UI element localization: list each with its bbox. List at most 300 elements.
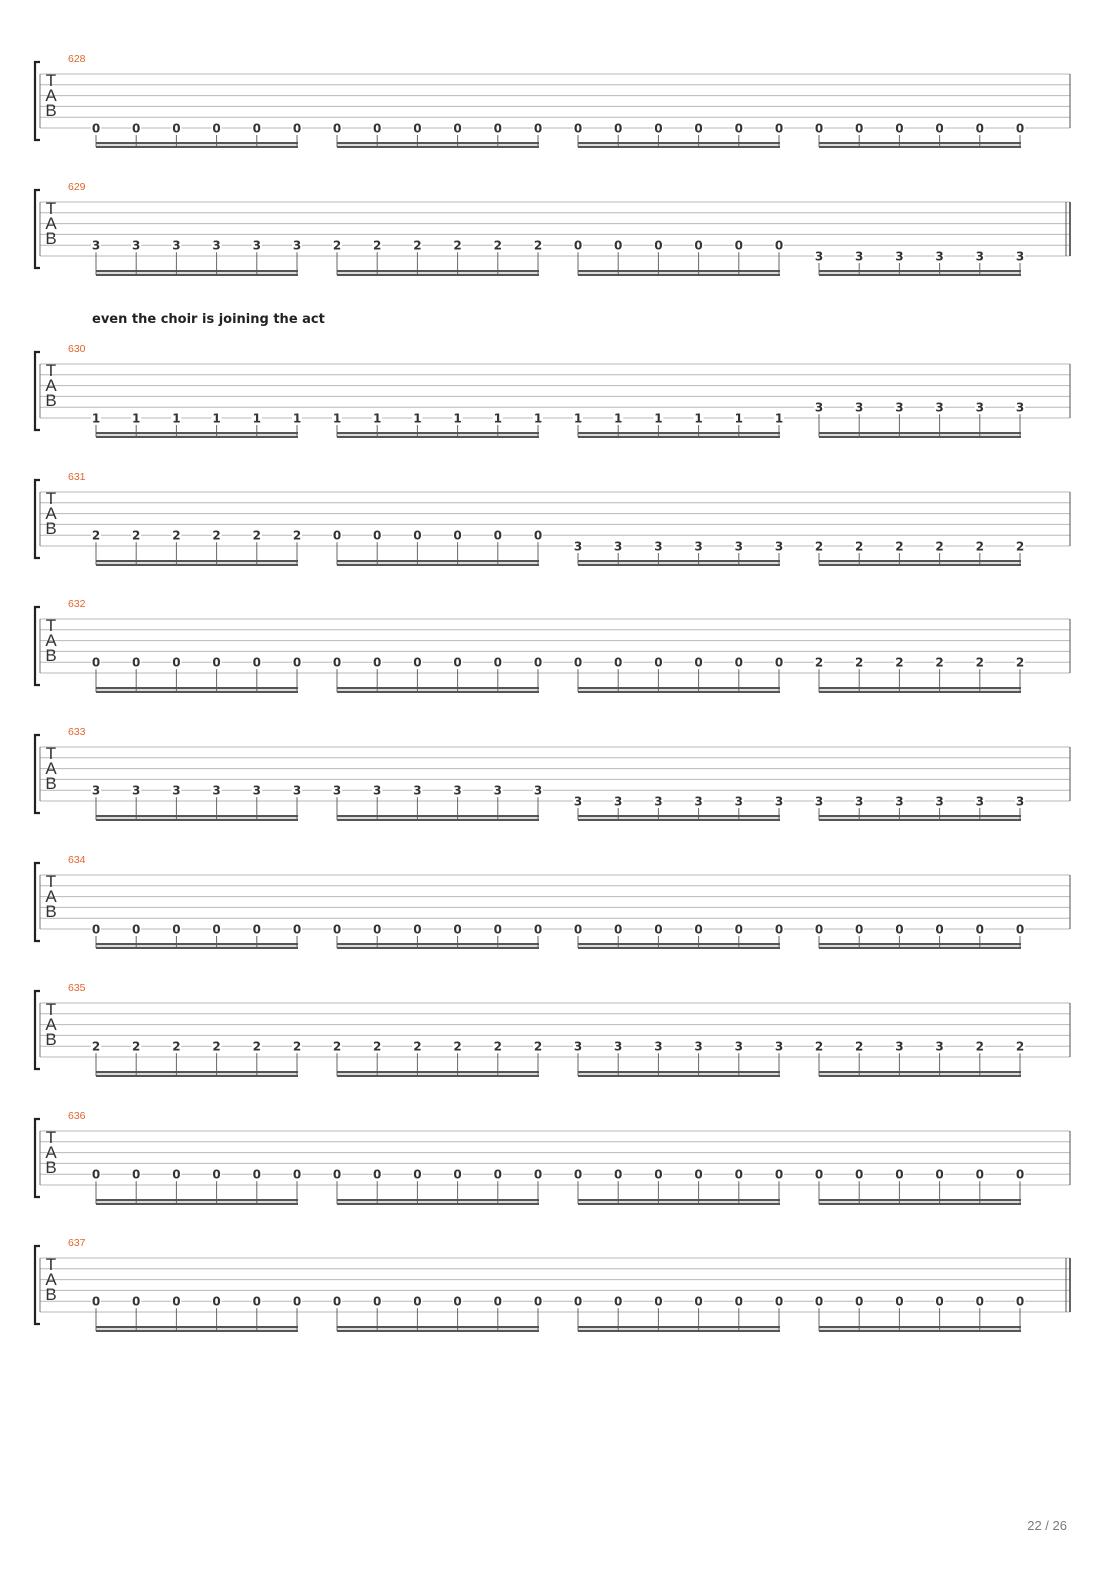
- fret-number: 2: [453, 238, 462, 253]
- fret-number: 0: [935, 1294, 944, 1309]
- fret-number: 0: [774, 655, 784, 670]
- fret-number: 0: [573, 922, 583, 937]
- tab-clef-letter: T: [45, 1255, 57, 1274]
- fret-number: 3: [172, 783, 181, 798]
- fret-number: 3: [212, 238, 221, 253]
- beam-secondary: [819, 691, 1021, 693]
- fret-number: 3: [413, 783, 422, 798]
- fret-number: 1: [453, 411, 462, 426]
- beam-primary: [819, 142, 1021, 144]
- fret-number: 0: [172, 121, 181, 136]
- fret-number: 2: [855, 1039, 864, 1054]
- beam-secondary: [337, 1075, 539, 1077]
- fret-number: 2: [1015, 655, 1025, 670]
- fret-number: 3: [814, 794, 824, 809]
- beam-primary: [337, 815, 539, 817]
- fret-number: 3: [373, 783, 382, 798]
- beam-secondary: [337, 274, 539, 276]
- fret-number: 0: [734, 655, 743, 670]
- fret-number: 0: [975, 121, 984, 136]
- beam-secondary: [819, 1330, 1021, 1332]
- fret-number: 3: [172, 238, 181, 253]
- fret-number: 3: [935, 1039, 944, 1054]
- fret-number: 0: [895, 121, 904, 136]
- fret-number: 0: [91, 655, 101, 670]
- tab-system: [35, 471, 1070, 566]
- fret-number: 0: [453, 1294, 462, 1309]
- fret-number: 3: [734, 794, 743, 809]
- fret-number: 3: [132, 238, 141, 253]
- fret-number: 3: [132, 783, 141, 798]
- fret-number: 3: [493, 783, 502, 798]
- fret-number: 0: [694, 121, 703, 136]
- measure-number: 633: [68, 726, 86, 738]
- measure-number: 628: [68, 53, 86, 65]
- fret-number: 1: [493, 411, 502, 426]
- fret-number: 0: [533, 528, 543, 543]
- fret-number: 3: [332, 783, 342, 798]
- fret-number: 0: [855, 1167, 864, 1182]
- fret-number: 0: [1015, 1294, 1025, 1309]
- tab-system: [35, 982, 1070, 1077]
- fret-number: 3: [975, 400, 984, 415]
- fret-number: 1: [332, 411, 342, 426]
- fret-number: 0: [573, 655, 583, 670]
- fret-number: 0: [654, 1167, 663, 1182]
- fret-number: 3: [774, 794, 784, 809]
- fret-number: 0: [413, 655, 422, 670]
- fret-number: 3: [935, 249, 944, 264]
- fret-number: 0: [212, 1294, 221, 1309]
- system-bracket: [35, 1246, 40, 1324]
- beam-primary: [819, 560, 1021, 562]
- fret-number: 3: [694, 794, 703, 809]
- fret-number: 2: [332, 238, 342, 253]
- fret-number: 2: [252, 1039, 261, 1054]
- fret-number: 0: [252, 121, 261, 136]
- beam-secondary: [337, 564, 539, 566]
- tab-clef-letter: B: [45, 229, 57, 248]
- fret-number: 0: [573, 238, 583, 253]
- fret-number: 1: [654, 411, 663, 426]
- beam-secondary: [337, 1330, 539, 1332]
- fret-number: 0: [774, 922, 784, 937]
- fret-number: 3: [855, 400, 864, 415]
- fret-number: 0: [172, 1294, 181, 1309]
- fret-number: 0: [292, 1294, 302, 1309]
- fret-number: 0: [413, 922, 422, 937]
- fret-number: 3: [614, 794, 623, 809]
- fret-number: 0: [774, 238, 784, 253]
- beam-primary: [96, 432, 298, 434]
- fret-number: 0: [533, 121, 543, 136]
- beam-primary: [578, 1071, 780, 1073]
- beam-secondary: [578, 146, 780, 148]
- beam-primary: [578, 270, 780, 272]
- fret-number: 3: [91, 783, 101, 798]
- fret-number: 2: [493, 1039, 502, 1054]
- fret-number: 3: [573, 539, 583, 554]
- beam-primary: [96, 815, 298, 817]
- fret-number: 1: [91, 411, 101, 426]
- fret-number: 3: [895, 400, 904, 415]
- fret-number: 0: [614, 655, 623, 670]
- fret-number: 2: [814, 655, 824, 670]
- beam-secondary: [337, 691, 539, 693]
- fret-number: 0: [1015, 1167, 1025, 1182]
- fret-number: 0: [252, 922, 261, 937]
- beam-secondary: [819, 564, 1021, 566]
- fret-number: 0: [573, 121, 583, 136]
- beam-secondary: [337, 1203, 539, 1205]
- fret-number: 0: [373, 528, 382, 543]
- system-bracket: [35, 607, 40, 685]
- fret-number: 0: [734, 1167, 743, 1182]
- beam-secondary: [578, 947, 780, 949]
- tab-clef-letter: B: [45, 1030, 57, 1049]
- tab-clef-letter: B: [45, 1285, 57, 1304]
- measure-number: 635: [68, 982, 86, 994]
- tab-clef-letter: T: [45, 361, 57, 380]
- fret-number: 3: [252, 238, 261, 253]
- tab-clef-letter: B: [45, 902, 57, 921]
- beam-secondary: [578, 691, 780, 693]
- fret-number: 3: [533, 783, 543, 798]
- page-number: 22 / 26: [1027, 1518, 1067, 1533]
- fret-number: 3: [292, 238, 302, 253]
- fret-number: 0: [614, 1167, 623, 1182]
- fret-number: 1: [774, 411, 784, 426]
- fret-number: 2: [413, 238, 422, 253]
- fret-number: 0: [734, 922, 743, 937]
- fret-number: 2: [172, 1039, 181, 1054]
- fret-number: 0: [814, 121, 824, 136]
- tab-clef-letter: T: [45, 489, 57, 508]
- fret-number: 2: [413, 1039, 422, 1054]
- fret-number: 0: [413, 528, 422, 543]
- fret-number: 0: [332, 655, 342, 670]
- fret-number: 0: [855, 1294, 864, 1309]
- beam-secondary: [337, 947, 539, 949]
- fret-number: 2: [975, 1039, 984, 1054]
- fret-number: 0: [1015, 121, 1025, 136]
- system-bracket: [35, 863, 40, 941]
- fret-number: 3: [895, 1039, 904, 1054]
- fret-number: 0: [533, 1294, 543, 1309]
- fret-number: 3: [935, 794, 944, 809]
- fret-number: 3: [774, 1039, 784, 1054]
- measure-number: 630: [68, 343, 86, 355]
- fret-number: 3: [292, 783, 302, 798]
- fret-number: 0: [373, 1294, 382, 1309]
- fret-number: 0: [493, 922, 502, 937]
- fret-number: 0: [132, 655, 141, 670]
- fret-number: 0: [654, 655, 663, 670]
- fret-number: 0: [895, 1167, 904, 1182]
- fret-number: 0: [373, 1167, 382, 1182]
- fret-number: 2: [895, 539, 904, 554]
- beam-secondary: [96, 691, 298, 693]
- beam-primary: [96, 943, 298, 945]
- fret-number: 0: [694, 1167, 703, 1182]
- fret-number: 2: [855, 539, 864, 554]
- fret-number: 3: [774, 539, 784, 554]
- system-bracket: [35, 62, 40, 140]
- fret-number: 0: [212, 922, 221, 937]
- fret-number: 0: [252, 1294, 261, 1309]
- beam-primary: [337, 1071, 539, 1073]
- system-bracket: [35, 1119, 40, 1197]
- tab-system: [35, 343, 1070, 438]
- beam-secondary: [819, 947, 1021, 949]
- beam-primary: [337, 270, 539, 272]
- fret-number: 0: [814, 1167, 824, 1182]
- fret-number: 1: [614, 411, 623, 426]
- fret-number: 0: [614, 238, 623, 253]
- fret-number: 2: [373, 1039, 382, 1054]
- system-bracket: [35, 735, 40, 813]
- tab-clef-letter: B: [45, 1158, 57, 1177]
- beam-primary: [337, 1326, 539, 1328]
- fret-number: 0: [453, 121, 462, 136]
- beam-primary: [337, 943, 539, 945]
- beam-secondary: [337, 819, 539, 821]
- fret-number: 1: [292, 411, 302, 426]
- fret-number: 0: [373, 121, 382, 136]
- fret-number: 0: [654, 238, 663, 253]
- beam-secondary: [96, 274, 298, 276]
- fret-number: 2: [975, 655, 984, 670]
- beam-secondary: [578, 819, 780, 821]
- fret-number: 0: [453, 528, 462, 543]
- beam-secondary: [96, 146, 298, 148]
- system-bracket: [35, 991, 40, 1069]
- tab-clef-letter: A: [45, 1270, 57, 1289]
- fret-number: 0: [533, 655, 543, 670]
- fret-number: 0: [814, 1294, 824, 1309]
- fret-number: 3: [573, 1039, 583, 1054]
- fret-number: 2: [935, 539, 944, 554]
- beam-secondary: [96, 564, 298, 566]
- fret-number: 0: [453, 1167, 462, 1182]
- fret-number: 0: [734, 238, 743, 253]
- fret-number: 2: [292, 528, 302, 543]
- fret-number: 0: [533, 1167, 543, 1182]
- tab-clef-letter: A: [45, 759, 57, 778]
- fret-number: 3: [975, 249, 984, 264]
- fret-number: 0: [212, 121, 221, 136]
- tab-clef-letter: A: [45, 1015, 57, 1034]
- beam-primary: [578, 687, 780, 689]
- fret-number: 0: [573, 1167, 583, 1182]
- annotation-text: even the choir is joining the act: [92, 312, 325, 327]
- beam-secondary: [96, 1075, 298, 1077]
- fret-number: 3: [895, 249, 904, 264]
- fret-number: 0: [694, 1294, 703, 1309]
- fret-number: 2: [212, 1039, 221, 1054]
- beam-primary: [96, 1071, 298, 1073]
- tab-clef-letter: T: [45, 744, 57, 763]
- fret-number: 3: [855, 794, 864, 809]
- fret-number: 3: [734, 1039, 743, 1054]
- fret-number: 3: [975, 794, 984, 809]
- beam-secondary: [96, 819, 298, 821]
- fret-number: 3: [573, 794, 583, 809]
- beam-secondary: [819, 1075, 1021, 1077]
- fret-number: 2: [935, 655, 944, 670]
- fret-number: 0: [895, 1294, 904, 1309]
- beam-primary: [819, 1199, 1021, 1201]
- tab-clef-letter: B: [45, 646, 57, 665]
- measure-number: 636: [68, 1110, 86, 1122]
- measure-number: 631: [68, 471, 86, 483]
- tab-system: [35, 598, 1070, 693]
- fret-number: 3: [654, 1039, 663, 1054]
- fret-number: 2: [533, 1039, 543, 1054]
- beam-primary: [337, 1199, 539, 1201]
- fret-number: 0: [252, 655, 261, 670]
- tab-clef-letter: A: [45, 631, 57, 650]
- fret-number: 3: [814, 249, 824, 264]
- beam-primary: [96, 687, 298, 689]
- fret-number: 0: [132, 1167, 141, 1182]
- fret-number: 0: [855, 922, 864, 937]
- fret-number: 0: [493, 121, 502, 136]
- fret-number: 0: [1015, 922, 1025, 937]
- tab-clef-letter: B: [45, 101, 57, 120]
- fret-number: 0: [172, 1167, 181, 1182]
- fret-number: 0: [332, 121, 342, 136]
- beam-primary: [819, 815, 1021, 817]
- fret-number: 0: [132, 121, 141, 136]
- fret-number: 0: [734, 1294, 743, 1309]
- fret-number: 3: [694, 539, 703, 554]
- fret-number: 1: [373, 411, 382, 426]
- system-bracket: [35, 480, 40, 558]
- fret-number: 1: [172, 411, 181, 426]
- fret-number: 3: [855, 249, 864, 264]
- fret-number: 1: [212, 411, 221, 426]
- beam-primary: [578, 943, 780, 945]
- fret-number: 3: [1015, 249, 1025, 264]
- fret-number: 0: [614, 922, 623, 937]
- fret-number: 0: [694, 655, 703, 670]
- tab-clef-letter: B: [45, 391, 57, 410]
- fret-number: 2: [172, 528, 181, 543]
- fret-number: 0: [91, 1167, 101, 1182]
- fret-number: 2: [132, 528, 141, 543]
- fret-number: 3: [814, 400, 824, 415]
- fret-number: 0: [654, 1294, 663, 1309]
- tab-clef-letter: T: [45, 71, 57, 90]
- fret-number: 0: [493, 528, 502, 543]
- fret-number: 0: [814, 922, 824, 937]
- fret-number: 0: [172, 655, 181, 670]
- tab-clef-letter: T: [45, 616, 57, 635]
- fret-number: 0: [975, 922, 984, 937]
- tab-clef-letter: T: [45, 872, 57, 891]
- tab-clef-letter: A: [45, 214, 57, 233]
- fret-number: 3: [614, 1039, 623, 1054]
- tab-clef-letter: A: [45, 1143, 57, 1162]
- beam-primary: [819, 270, 1021, 272]
- tab-clef-letter: B: [45, 774, 57, 793]
- fret-number: 0: [91, 121, 101, 136]
- beam-secondary: [96, 436, 298, 438]
- fret-number: 0: [132, 922, 141, 937]
- fret-number: 0: [292, 922, 302, 937]
- fret-number: 0: [654, 922, 663, 937]
- fret-number: 2: [453, 1039, 462, 1054]
- fret-number: 1: [252, 411, 261, 426]
- fret-number: 0: [493, 1294, 502, 1309]
- fret-number: 3: [1015, 794, 1025, 809]
- beam-primary: [819, 687, 1021, 689]
- fret-number: 0: [332, 528, 342, 543]
- fret-number: 0: [614, 1294, 623, 1309]
- beam-primary: [578, 1326, 780, 1328]
- beam-secondary: [819, 819, 1021, 821]
- fret-number: 0: [332, 1294, 342, 1309]
- fret-number: 2: [292, 1039, 302, 1054]
- fret-number: 0: [895, 922, 904, 937]
- fret-number: 2: [332, 1039, 342, 1054]
- fret-number: 0: [935, 922, 944, 937]
- fret-number: 2: [252, 528, 261, 543]
- fret-number: 0: [573, 1294, 583, 1309]
- beam-primary: [819, 1326, 1021, 1328]
- fret-number: 2: [91, 528, 101, 543]
- tab-system: [35, 726, 1070, 821]
- system-bracket: [35, 190, 40, 268]
- fret-number: 0: [292, 121, 302, 136]
- fret-number: 0: [694, 922, 703, 937]
- fret-number: 2: [132, 1039, 141, 1054]
- measure-number: 629: [68, 181, 86, 193]
- fret-number: 0: [413, 121, 422, 136]
- beam-secondary: [578, 436, 780, 438]
- fret-number: 2: [91, 1039, 101, 1054]
- beam-primary: [96, 270, 298, 272]
- fret-number: 3: [895, 794, 904, 809]
- fret-number: 2: [814, 539, 824, 554]
- tab-system: [35, 1237, 1070, 1332]
- beam-secondary: [819, 274, 1021, 276]
- beam-primary: [337, 432, 539, 434]
- fret-number: 0: [453, 922, 462, 937]
- beam-primary: [337, 142, 539, 144]
- fret-number: 0: [975, 1167, 984, 1182]
- beam-secondary: [96, 1203, 298, 1205]
- fret-number: 1: [734, 411, 743, 426]
- fret-number: 0: [373, 922, 382, 937]
- fret-number: 0: [212, 655, 221, 670]
- beam-primary: [819, 943, 1021, 945]
- beam-primary: [578, 560, 780, 562]
- beam-primary: [578, 1199, 780, 1201]
- fret-number: 0: [413, 1167, 422, 1182]
- tab-clef-letter: A: [45, 887, 57, 906]
- fret-number: 3: [734, 539, 743, 554]
- beam-secondary: [819, 1203, 1021, 1205]
- measure-number: 632: [68, 598, 86, 610]
- fret-number: 0: [774, 1294, 784, 1309]
- fret-number: 2: [373, 238, 382, 253]
- fret-number: 3: [654, 539, 663, 554]
- fret-number: 0: [694, 238, 703, 253]
- beam-primary: [578, 432, 780, 434]
- fret-number: 0: [493, 655, 502, 670]
